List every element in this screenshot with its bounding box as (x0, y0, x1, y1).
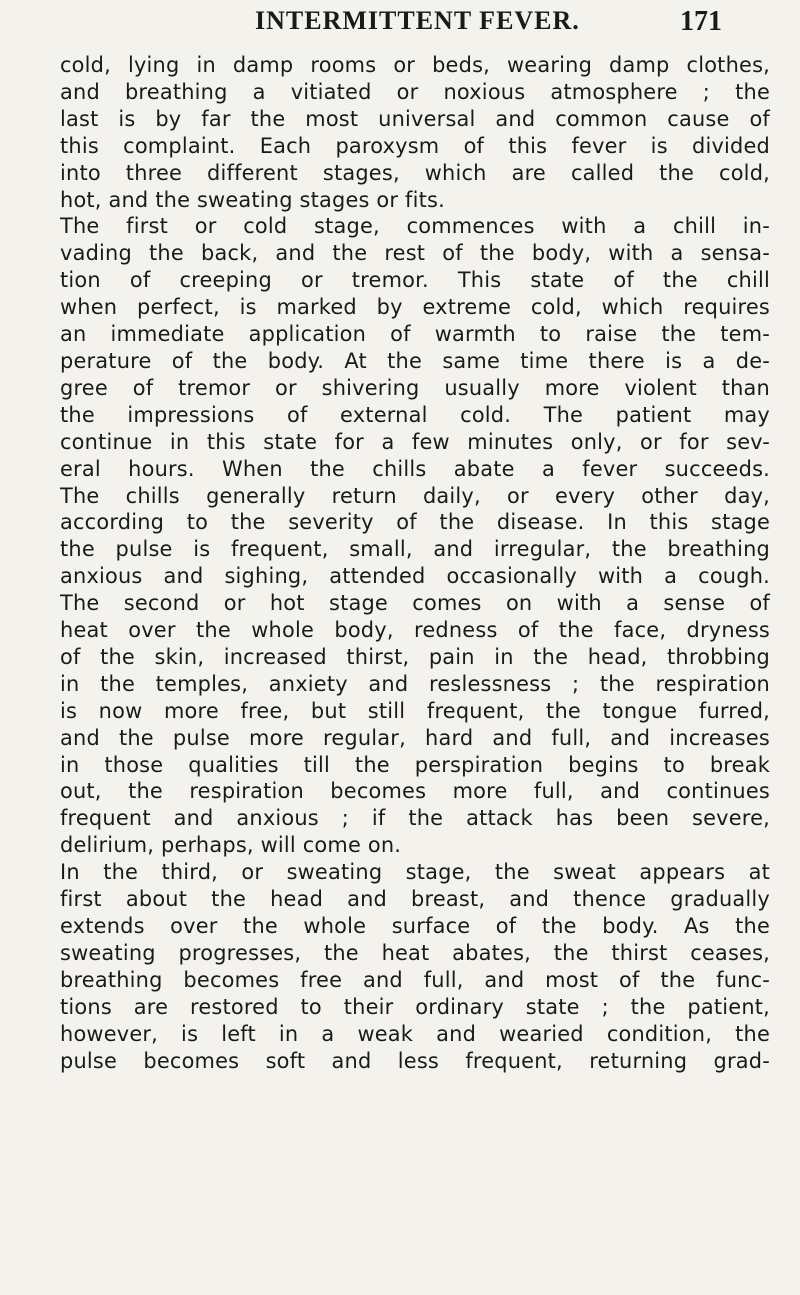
text-line: anxious and sighing, attended occasionally with a cough. (60, 564, 770, 589)
text-line: In the third, or sweating stage, the sweat appears at (60, 860, 770, 885)
page-number: 171 (680, 6, 722, 37)
text-line: tion of creeping or tremor. This state of the chill (60, 268, 770, 293)
text-line: of the skin, increased thirst, pain in the head, throbbing (60, 644, 770, 669)
text-line: this complaint. Each paroxysm of this fever is divided (60, 133, 770, 158)
text-line: vading the back, and the rest of the body, with a sensa- (60, 241, 770, 266)
text-line: an immediate application of warmth to raise the tem- (60, 322, 770, 347)
text-line: perature of the body. At the same time there is a de- (60, 348, 770, 373)
text-line: is now more free, but still frequent, the tongue furred, (60, 698, 770, 723)
body-text (60, 52, 770, 1074)
text-line: pulse becomes soft and less frequent, returning grad- (60, 1048, 770, 1073)
text-line: continue in this state for a few minutes only, or for sev- (60, 429, 770, 454)
text-line: however, is left in a weak and wearied condition, the (60, 1021, 770, 1046)
running-head (0, 2, 800, 42)
text-line: eral hours. When the chills abate a fever succeeds. (60, 456, 770, 481)
text-line: out, the respiration becomes more full, and continues (60, 779, 770, 804)
text-line: The chills generally return daily, or every other day, (60, 483, 770, 508)
text-line: The first or cold stage, commences with a chill in- (60, 214, 770, 239)
text-line: first about the head and breast, and thence gradually (60, 887, 770, 912)
text-line: and breathing a vitiated or noxious atmosphere ; the (60, 79, 770, 104)
text-line: extends over the whole surface of the body. As the (60, 914, 770, 938)
text-line: The second or hot stage comes on with a sense of (60, 591, 770, 616)
text-line: last is by far the most universal and common cause of (60, 106, 770, 131)
text-line: sweating progresses, the heat abates, the thirst ceases, (60, 940, 770, 965)
text-line: breathing becomes free and full, and most of the func- (60, 967, 770, 992)
text-line: gree of tremor or shivering usually more violent than (60, 375, 770, 400)
text-line: hot, and the sweating stages or fits. (60, 187, 445, 212)
text-line: the pulse is frequent, small, and irregular, the breathing (60, 537, 770, 562)
text-line: heat over the whole body, redness of the face, dryness (60, 618, 770, 643)
text-line: delirium, perhaps, will come on. (60, 833, 402, 858)
text-line: when perfect, is marked by extreme cold, which requires (60, 295, 770, 320)
text-line: cold, lying in damp rooms or beds, wearing damp clothes, (60, 53, 770, 77)
text-line: and the pulse more regular, hard and full, and increases (60, 725, 770, 750)
text-line: according to the severity of the disease. In this stage (60, 510, 770, 535)
running-title: INTERMITTENT FEVER. (255, 6, 580, 35)
text-line: in the temples, anxiety and reslessness ; the respiration (60, 671, 770, 696)
text-line: into three different stages, which are called the cold, (60, 160, 770, 185)
text-line: the impressions of external cold. The patient may (60, 402, 770, 427)
text-line: tions are restored to their ordinary state ; the patient, (60, 994, 770, 1019)
text-line: frequent and anxious ; if the attack has been severe, (60, 806, 770, 831)
text-line: in those qualities till the perspiration begins to break (60, 752, 770, 777)
